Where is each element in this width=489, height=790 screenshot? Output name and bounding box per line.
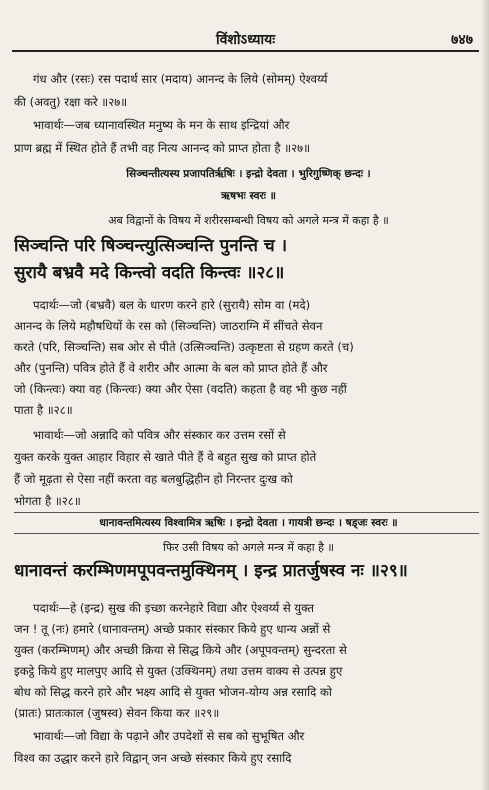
text-line: युक्त करके युक्त आहार विहार से खाते पीते हैं वे बहुत सुख को प्राप्त होते xyxy=(14,450,317,464)
chapter-title: विंशोऽध्यायः xyxy=(215,32,276,48)
text-line: प्राण ब्रह्म में स्थित होते हैं तभी वह नित्य आनन्द को प्राप्त होता है ॥२७॥ xyxy=(14,141,311,155)
mantra-meta: धानावन्तमित्यस्य विश्वामित्र ऋषिः । इन्द्रो देवता । गायत्री छन्दः । षड्जः स्वरः ॥ xyxy=(99,517,398,529)
text-line: जो (किन्त्वः) क्या वह (किन्त्वः) क्या और ऐसा (वदति) कहता है वह भी कुछ नहीं xyxy=(14,382,347,396)
text-line: गंध और (रसः) रस पदार्थ सार (मदाय) आनन्द के लिये (सोमम्) ऐश्वर्य्य xyxy=(33,72,328,86)
mantra-meta: सिञ्चन्तीत्यस्य प्रजापतिर्ऋषिः । इन्द्रो देवता । भुरिगुष्णिक् छन्दः । xyxy=(126,168,371,180)
text-line: भावार्थः—जो विद्या के पढ़ाने और उपदेशों से सब को सुभूषित और xyxy=(33,729,305,743)
section-intro: फिर उसी विषय को अगले मन्त्र में कहा है ॥ xyxy=(162,541,335,554)
text-line: पदार्थः—जो (बभ्रवै) बल के धारण करने हारे (सुरायै) सोम वा (मदे) xyxy=(33,298,311,312)
mantra-line: सुरायै बभ्रवै मदे किन्त्वो वदति किन्त्वः ॥२८॥ xyxy=(14,263,285,283)
mantra-line: सिञ्चन्ति परि षिञ्चन्त्युत्सिञ्चन्ति पुनन्ति च । xyxy=(14,236,288,256)
header-rule xyxy=(12,50,479,52)
divider xyxy=(14,533,479,534)
text-line: इकट्ठे किये हुए मालपुए आदि से युक्त (उक्थिनम्) तथा उत्तम वाक्य से उत्पन्न हुए xyxy=(14,664,343,678)
text-line: भावार्थः—जो अन्नादि को पवित्र और संस्कार कर उत्तम रसों से xyxy=(33,428,286,442)
page-number: ७४७ xyxy=(451,32,473,48)
text-line: भावार्थः—जब ध्यानावस्थित मनुष्य के मन के साथ इन्द्रियां और xyxy=(33,118,290,132)
text-line: युक्त (करम्भिणम्) और अच्छी क्रिया से सिद्ध किये और (अपूपवन्तम्) सुन्दरता से xyxy=(14,643,347,657)
text-line: विश्व का उद्धार करने हारे विद्वान् जन अच्छे संस्कार किये हुए रसादि xyxy=(14,751,292,765)
text-line: हैं जो मूढ़ता से ऐसा नहीं करता वह बलबुद्धिहीन हो निरन्तर दुःख को xyxy=(14,472,293,486)
text-line: भोगता है ॥२८॥ xyxy=(14,494,81,508)
text-line: की (अवतु) रक्षा करे ॥२७॥ xyxy=(14,95,128,109)
text-line: आनन्द के लिये महौषधियों के रस को (सिञ्चन्ति) जाठराग्नि में सींचते सेवन xyxy=(14,319,323,333)
text-line: पदार्थः—हे (इन्द्र) सुख की इच्छा करनेहारे विद्या और ऐश्वर्य्य से युक्त xyxy=(33,601,314,615)
text-line: करते (परि, सिञ्चन्ति) सब ओर से पीते (उत्सिञ्चन्ति) उत्कृष्टता से ग्रहण करते (च) xyxy=(14,340,354,354)
divider xyxy=(14,512,479,513)
text-line: (प्रातः) प्रातःकाल (जुषस्व) सेवन किया कर ॥२९॥ xyxy=(14,706,220,720)
page-gutter-shadow xyxy=(481,0,489,790)
text-line: बोध को सिद्ध करने हारे और भक्ष्य आदि से युक्त भोजन-योग्य अन्न रसादि को xyxy=(14,685,332,699)
section-intro: अब विद्वानों के विषय में शरीरसम्बन्धी विषय को अगले मन्त्र में कहा है ॥ xyxy=(108,214,389,227)
text-line: जन ! तू (नः) हमारे (धानावन्तम्) अच्छे प्रकार संस्कार किये हुए धान्य अन्नों से xyxy=(14,622,331,636)
mantra-line: धानावन्तं करम्भिणमपूपवन्तमुक्थिनम् । इन्द्र प्रातर्जुषस्व नः ॥२९॥ xyxy=(14,561,408,581)
page-header xyxy=(12,22,479,52)
text-line: पाता है ॥२८॥ xyxy=(14,403,73,417)
text-line: और (पुनन्ति) पवित्र होते हैं वे शरीर और आत्मा के बल को प्राप्त होते हैं और xyxy=(14,361,328,375)
mantra-meta: ऋषभः स्वरः ॥ xyxy=(221,190,276,202)
